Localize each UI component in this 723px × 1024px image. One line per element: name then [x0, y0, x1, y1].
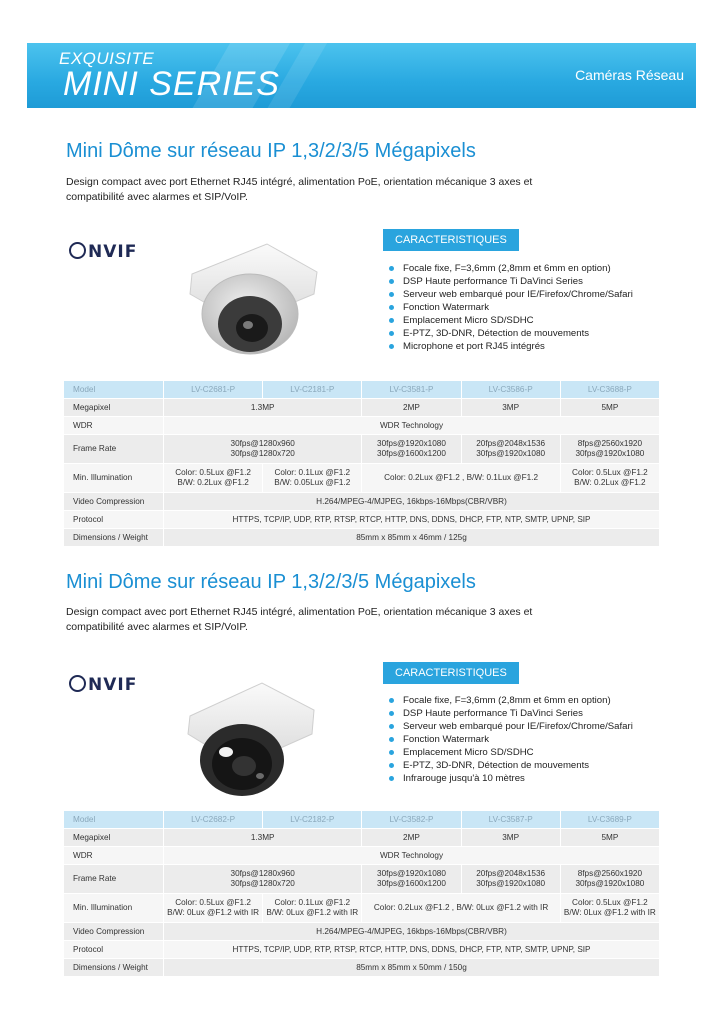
features-list	[385, 262, 633, 353]
onvif-logo: NVIF	[69, 242, 137, 262]
table-cell: Color: 0.1Lux @F1.2 B/W: 0.05Lux @F1.2	[263, 464, 362, 493]
table-row	[64, 894, 660, 923]
feature-item: DSP Haute performance Ti DaVinci Series	[385, 707, 633, 720]
section-description	[66, 175, 566, 205]
table-cell: LV-C3689-P	[560, 811, 659, 829]
table-cell: LV-C3587-P	[461, 811, 560, 829]
feature-item: E-PTZ, 3D-DNR, Détection de mouvements	[385, 327, 633, 340]
table-cell: Megapixel	[64, 829, 164, 847]
table-row	[64, 529, 660, 547]
table-cell: Color: 0.1Lux @F1.2 B/W: 0Lux @F1.2 with IR	[263, 894, 362, 923]
table-cell: WDR Technology	[164, 847, 660, 865]
description-line: Design compact avec port Ethernet RJ45 intégré, alimentation PoE, orientation mécanique 3 axes et	[66, 606, 533, 618]
table-row	[64, 464, 660, 493]
feature-item: Serveur web embarqué pour IE/Firefox/Chrome/Safari	[385, 720, 633, 733]
table-cell: LV-C2682-P	[164, 811, 263, 829]
brand-title: MINI SERIES	[63, 65, 280, 103]
dome-camera-image	[172, 232, 332, 372]
section-description	[66, 605, 566, 635]
table-cell: 8fps@2560x1920 30fps@1920x1080	[560, 865, 659, 894]
table-cell: 20fps@2048x1536 30fps@1920x1080	[461, 435, 560, 464]
header-banner	[27, 43, 696, 108]
table-cell: 30fps@1280x960 30fps@1280x720	[164, 435, 362, 464]
brand-subtitle: EXQUISITE	[59, 49, 155, 68]
table-cell: 85mm x 85mm x 50mm / 150g	[164, 959, 660, 977]
features-list	[385, 694, 633, 785]
table-row	[64, 811, 660, 829]
table-row	[64, 381, 660, 399]
table-cell: 3MP	[461, 829, 560, 847]
features-header: CARACTERISTIQUES	[383, 662, 519, 684]
feature-item: Serveur web embarqué pour IE/Firefox/Chrome/Safari	[385, 288, 633, 301]
spec-table	[63, 380, 660, 547]
feature-item: DSP Haute performance Ti DaVinci Series	[385, 275, 633, 288]
table-cell: Min. Illumination	[64, 464, 164, 493]
table-cell: LV-C2182-P	[263, 811, 362, 829]
table-cell: H.264/MPEG-4/MJPEG, 16kbps-16Mbps(CBR/VBR)	[164, 493, 660, 511]
feature-item: E-PTZ, 3D-DNR, Détection de mouvements	[385, 759, 633, 772]
table-cell: LV-C3581-P	[362, 381, 461, 399]
table-row	[64, 435, 660, 464]
onvif-logo: NVIF	[69, 675, 137, 695]
description-line: compatibilité avec alarmes et SIP/VoIP.	[66, 191, 248, 203]
table-row	[64, 959, 660, 977]
table-cell: Model	[64, 811, 164, 829]
table-cell: Color: 0.5Lux @F1.2 B/W: 0.2Lux @F1.2	[560, 464, 659, 493]
feature-item: Infrarouge jusqu'à 10 mètres	[385, 772, 633, 785]
table-cell: HTTPS, TCP/IP, UDP, RTP, RTSP, RTCP, HTTP, DNS, DDNS, DHCP, FTP, NTP, SMTP, UPNP, SIP	[164, 941, 660, 959]
section-title: Mini Dôme sur réseau IP 1,3/2/3/5 Mégapixels	[66, 140, 476, 162]
table-cell: HTTPS, TCP/IP, UDP, RTP, RTSP, RTCP, HTTP, DNS, DDNS, DHCP, FTP, NTP, SMTP, UPNP, SIP	[164, 511, 660, 529]
table-cell: Frame Rate	[64, 865, 164, 894]
onvif-circle-icon	[69, 675, 86, 692]
table-cell: Protocol	[64, 511, 164, 529]
table-row	[64, 941, 660, 959]
description-line: compatibilité avec alarmes et SIP/VoIP.	[66, 621, 248, 633]
table-cell: LV-C3586-P	[461, 381, 560, 399]
table-cell: WDR	[64, 417, 164, 435]
category-label: Caméras Réseau	[575, 67, 684, 83]
table-row	[64, 511, 660, 529]
feature-item: Fonction Watermark	[385, 301, 633, 314]
table-cell: 2MP	[362, 399, 461, 417]
feature-item: Focale fixe, F=3,6mm (2,8mm et 6mm en option)	[385, 694, 633, 707]
table-cell: 8fps@2560x1920 30fps@1920x1080	[560, 435, 659, 464]
table-row	[64, 399, 660, 417]
table-cell: 3MP	[461, 399, 560, 417]
table-cell: WDR	[64, 847, 164, 865]
table-cell: Color: 0.2Lux @F1.2 , B/W: 0.1Lux @F1.2	[362, 464, 560, 493]
description-line: Design compact avec port Ethernet RJ45 intégré, alimentation PoE, orientation mécanique 3 axes et	[66, 176, 533, 188]
table-cell: Min. Illumination	[64, 894, 164, 923]
table-cell: 30fps@1920x1080 30fps@1600x1200	[362, 435, 461, 464]
table-cell: 1.3MP	[164, 829, 362, 847]
table-row	[64, 923, 660, 941]
table-cell: 5MP	[560, 399, 659, 417]
table-cell: 2MP	[362, 829, 461, 847]
table-cell: 5MP	[560, 829, 659, 847]
table-cell: LV-C3582-P	[362, 811, 461, 829]
table-cell: Model	[64, 381, 164, 399]
feature-item: Focale fixe, F=3,6mm (2,8mm et 6mm en option)	[385, 262, 633, 275]
table-row	[64, 417, 660, 435]
table-row	[64, 847, 660, 865]
table-cell: Video Compression	[64, 923, 164, 941]
table-cell: Color: 0.5Lux @F1.2 B/W: 0.2Lux @F1.2	[164, 464, 263, 493]
table-cell: Megapixel	[64, 399, 164, 417]
table-cell: LV-C2181-P	[263, 381, 362, 399]
table-cell: Color: 0.5Lux @F1.2 B/W: 0Lux @F1.2 with IR	[560, 894, 659, 923]
feature-item: Fonction Watermark	[385, 733, 633, 746]
table-cell: LV-C3688-P	[560, 381, 659, 399]
table-row	[64, 829, 660, 847]
spec-table	[63, 810, 660, 977]
table-cell: 85mm x 85mm x 46mm / 125g	[164, 529, 660, 547]
table-row	[64, 493, 660, 511]
table-cell: Dimensions / Weight	[64, 959, 164, 977]
features-header: CARACTERISTIQUES	[383, 229, 519, 251]
table-cell: Frame Rate	[64, 435, 164, 464]
table-cell: H.264/MPEG-4/MJPEG, 16kbps-16Mbps(CBR/VBR)	[164, 923, 660, 941]
table-cell: 30fps@1920x1080 30fps@1600x1200	[362, 865, 461, 894]
table-cell: Dimensions / Weight	[64, 529, 164, 547]
feature-item: Emplacement Micro SD/SDHC	[385, 746, 633, 759]
table-cell: Video Compression	[64, 493, 164, 511]
table-cell: Protocol	[64, 941, 164, 959]
table-cell: WDR Technology	[164, 417, 660, 435]
table-cell: 30fps@1280x960 30fps@1280x720	[164, 865, 362, 894]
section-title: Mini Dôme sur réseau IP 1,3/2/3/5 Mégapixels	[66, 571, 476, 593]
table-cell: 20fps@2048x1536 30fps@1920x1080	[461, 865, 560, 894]
table-cell: 1.3MP	[164, 399, 362, 417]
table-cell: LV-C2681-P	[164, 381, 263, 399]
table-cell: Color: 0.5Lux @F1.2 B/W: 0Lux @F1.2 with IR	[164, 894, 263, 923]
onvif-circle-icon	[69, 242, 86, 259]
feature-item: Emplacement Micro SD/SDHC	[385, 314, 633, 327]
table-row	[64, 865, 660, 894]
dome-camera-ir-image	[172, 668, 332, 808]
table-cell: Color: 0.2Lux @F1.2 , B/W: 0Lux @F1.2 with IR	[362, 894, 560, 923]
feature-item: Microphone et port RJ45 intégrés	[385, 340, 633, 353]
